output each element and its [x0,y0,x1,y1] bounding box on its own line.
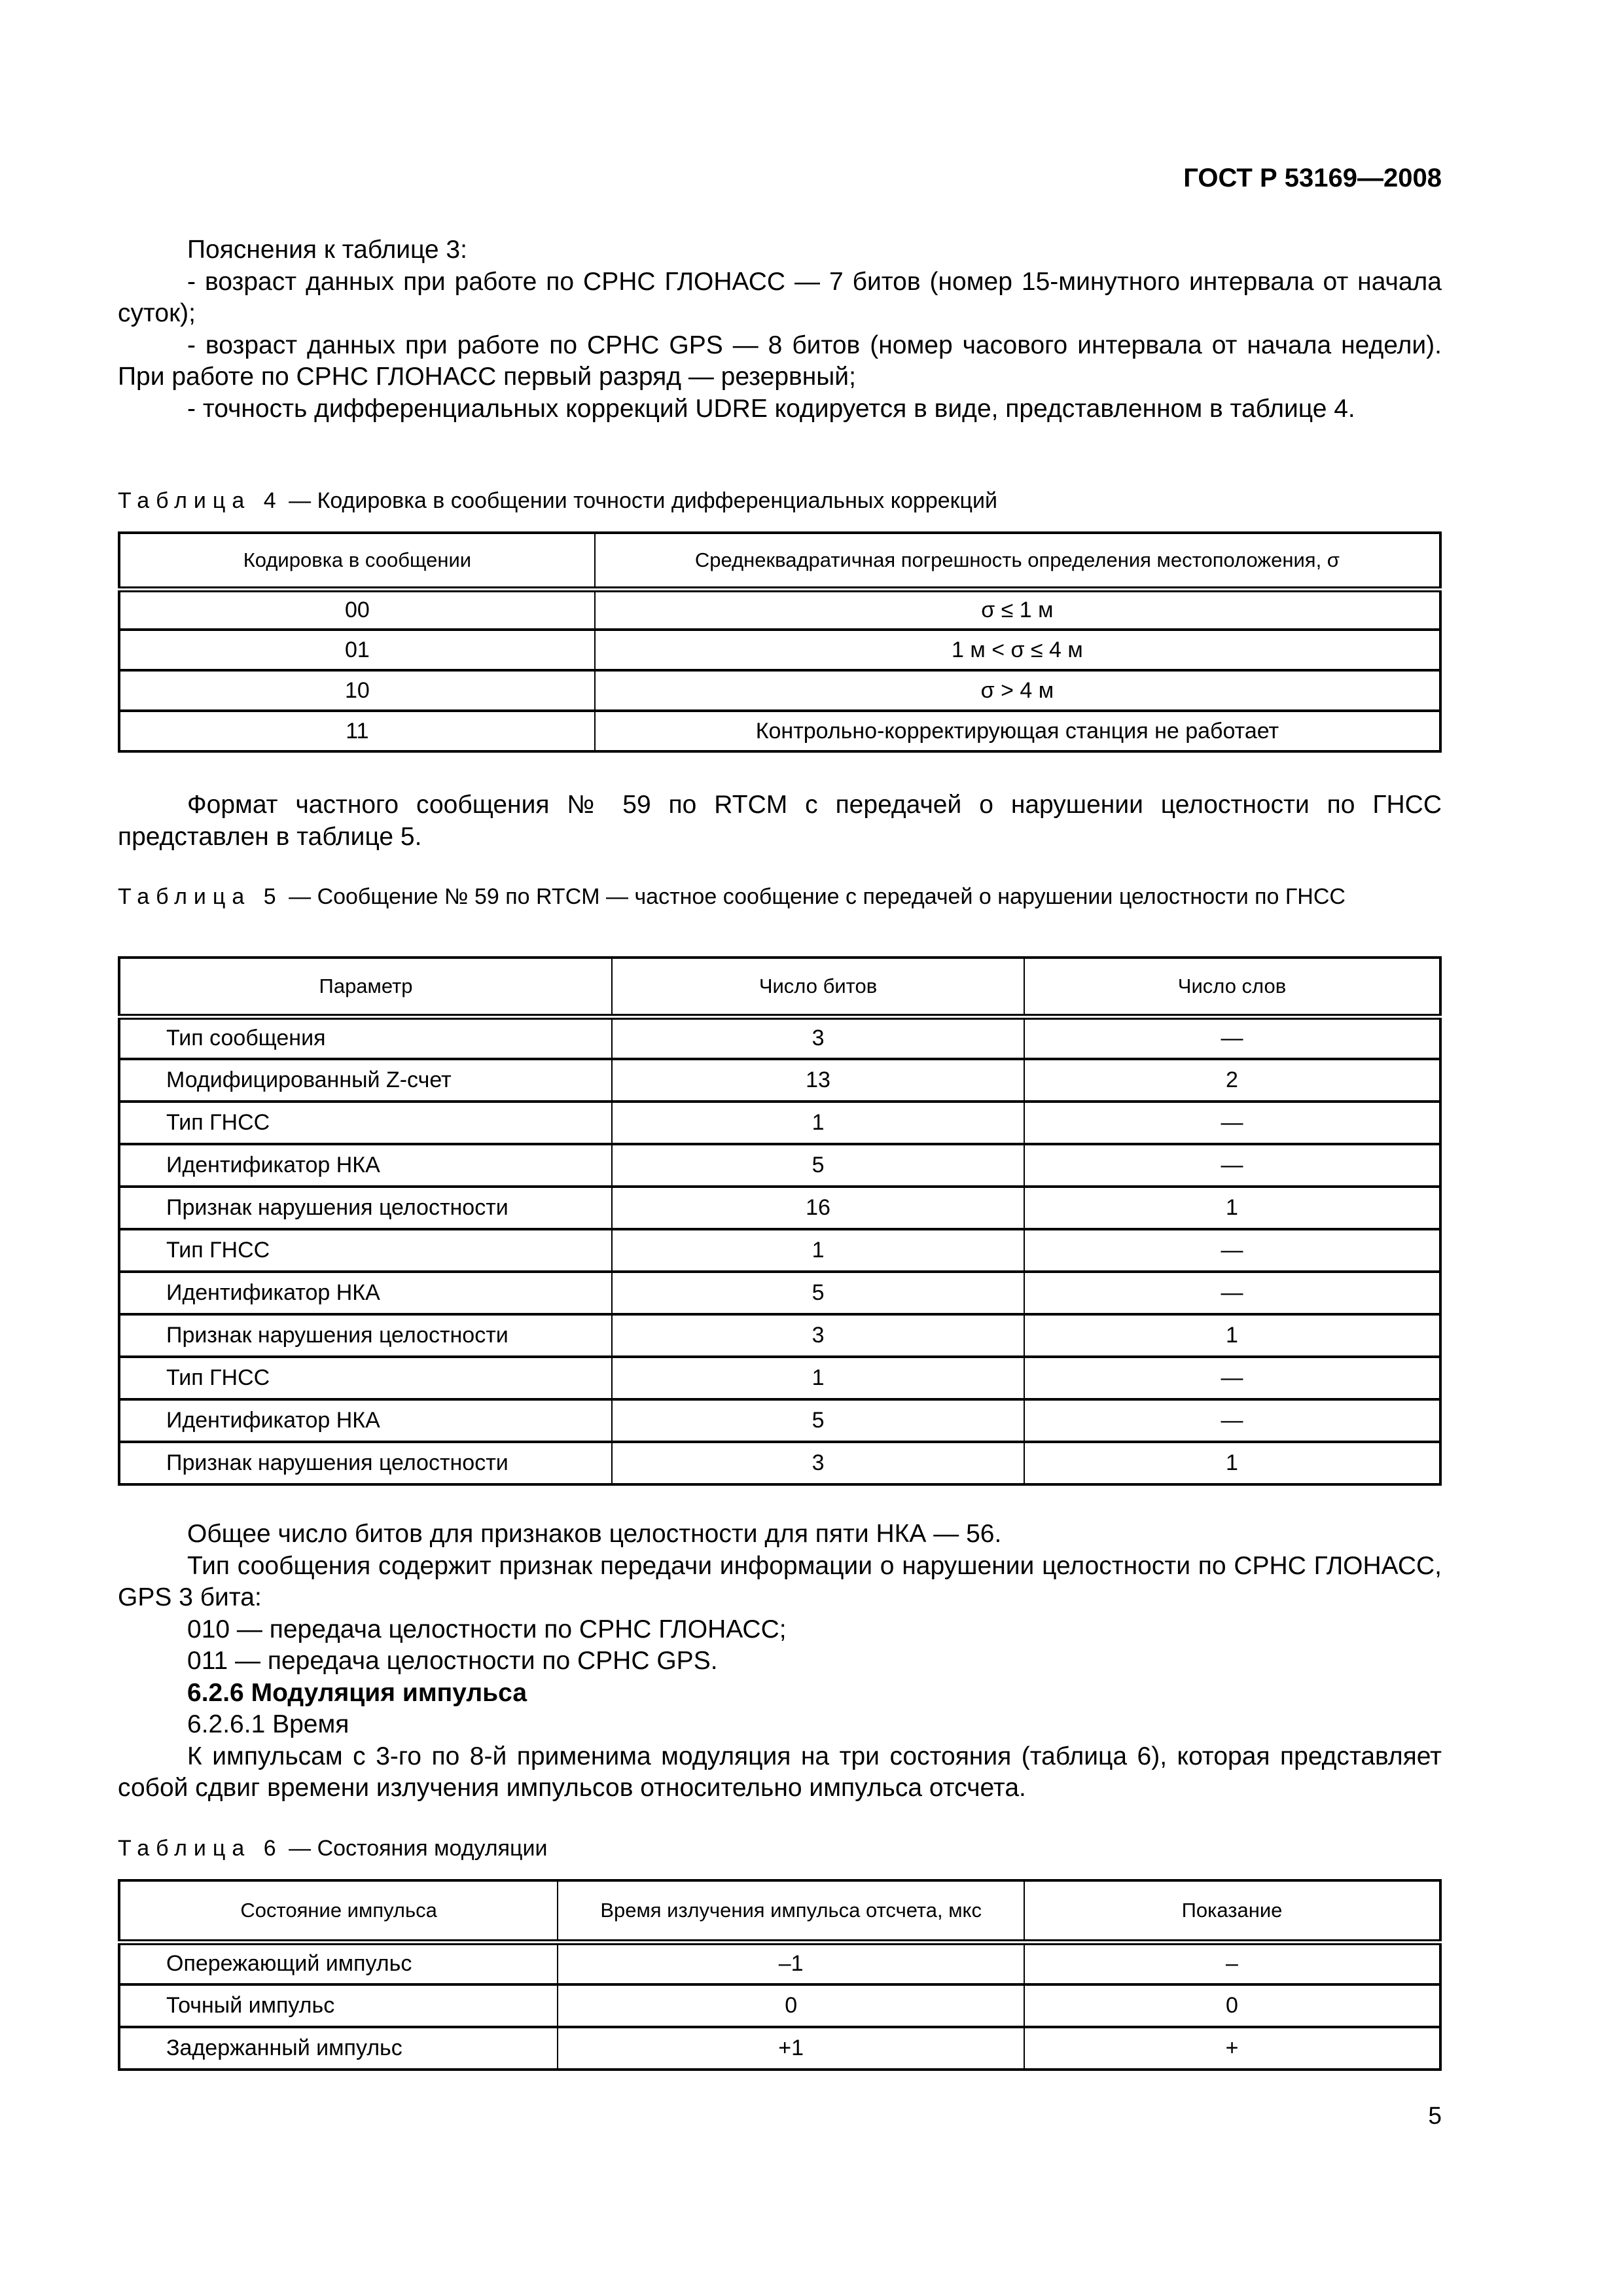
table-cell: 13 [612,1059,1024,1102]
table-header: Число битов [612,958,1024,1016]
table-cell: — [1024,1272,1440,1314]
paragraph-text: Тип сообщения содержит признак передачи информации о нарушении целостности по СРНС ГЛОНАСС, GPS 3 бита: [118,1551,1442,1611]
table-header: Время излучения импульса отсчета, мкс [558,1880,1024,1942]
paragraph [118,789,1442,853]
table-cell: 1 [612,1229,1024,1272]
caption-prefix: Таблица 5 [118,884,283,909]
table-cell: Признак нарушения целостности [119,1442,612,1484]
table-cell: Опережающий импульс [119,1942,558,1984]
table-row [119,1059,1440,1102]
table-row [119,1984,1440,2027]
table-header: Параметр [119,958,612,1016]
section-heading: 6.2.6 Модуляция импульса [187,1678,527,1707]
table-cell: Идентификатор НКА [119,1272,612,1314]
caption-text: — Кодировка в сообщении точности дифференциальных коррекций [282,488,997,513]
table-cell: — [1024,1102,1440,1144]
table6 [118,1879,1442,2071]
table-row [119,2027,1440,2070]
table5 [118,956,1442,1486]
table-cell: 0 [1024,1984,1440,2027]
table-row [119,1229,1440,1272]
table-row [119,589,1440,630]
table-cell: Тип ГНСС [119,1102,612,1144]
table-row [119,1187,1440,1229]
table-row [119,1016,1440,1059]
table-row [119,1442,1440,1484]
table-cell: Идентификатор НКА [119,1399,612,1442]
table-cell: 1 [1024,1187,1440,1229]
table-cell: 3 [612,1314,1024,1357]
table-cell: 1 м < σ ≤ 4 м [595,630,1440,670]
document-header: ГОСТ Р 53169—2008 [1183,164,1442,192]
table-cell: 10 [119,670,595,711]
table-cell: 5 [612,1144,1024,1187]
table-cell: –1 [558,1942,1024,1984]
body-text [118,1518,1442,1804]
table-cell: Идентификатор НКА [119,1144,612,1187]
table-cell: 1 [612,1357,1024,1399]
table-header: Число слов [1024,958,1440,1016]
caption-text: — Состояния модуляции [282,1836,548,1861]
paragraph-text: Общее число битов для признаков целостности для пяти НКА — 56. [187,1520,1002,1548]
table-header: Состояние импульса [119,1880,558,1942]
table-cell: 01 [119,630,595,670]
table-cell: Тип сообщения [119,1016,612,1059]
table-cell: 2 [1024,1059,1440,1102]
paragraph-text: К импульсам с 3-го по 8-й применима модуляция на три состояния (таблица 6), которая представляет собой сдвиг времени излучения импульсов относительно импульса отсчета. [118,1742,1442,1802]
table-row [119,1272,1440,1314]
notes-title: Пояснения к таблице 3: [187,236,467,264]
table-cell: Модифицированный Z-счет [119,1059,612,1102]
table-cell: — [1024,1144,1440,1187]
table3-notes [118,234,1442,425]
table-row [119,1314,1440,1357]
table-header: Среднеквадратичная погрешность определения местоположения, σ [595,533,1440,589]
table-cell: Тип ГНСС [119,1357,612,1399]
paragraph-text: 011 — передача целостности по СРНС GPS. [187,1647,718,1675]
table-cell: 00 [119,589,595,630]
paragraph-text: 010 — передача целостности по СРНС ГЛОНАСС; [187,1615,787,1643]
table-row [119,1942,1440,1984]
table-cell: σ > 4 м [595,670,1440,711]
table-cell: Задержанный импульс [119,2027,558,2070]
table-cell: 1 [1024,1314,1440,1357]
table-cell: – [1024,1942,1440,1984]
table-cell: 3 [612,1016,1024,1059]
table-cell: 1 [1024,1442,1440,1484]
table-row [119,630,1440,670]
table-cell: Тип ГНСС [119,1229,612,1272]
table-cell: 5 [612,1272,1024,1314]
table-cell: 5 [612,1399,1024,1442]
table-cell: — [1024,1399,1440,1442]
subsection-heading: 6.2.6.1 Время [187,1710,349,1738]
table-cell: +1 [558,2027,1024,2070]
table-row [119,1399,1440,1442]
table-cell: 11 [119,711,595,751]
note-item: - возраст данных при работе по СРНС GPS — 8 битов (номер часового интервала от начала недели). При работе по СРНС ГЛОНАСС первый разряд — резервный; [118,331,1442,391]
table-row [119,1102,1440,1144]
table-cell: — [1024,1229,1440,1272]
table-cell: — [1024,1016,1440,1059]
table-cell: 0 [558,1984,1024,2027]
paragraph-text: Формат частного сообщения № 59 по RTCM с передачей о нарушении целостности по ГНСС представлен в таблице 5. [118,791,1442,851]
table-row [119,711,1440,751]
caption-text: — Сообщение № 59 по RTCM — частное сообщение с передачей о нарушении целостности по ГНСС [282,884,1346,909]
table-cell: 3 [612,1442,1024,1484]
table6-caption [118,1834,1442,1863]
table-row [119,670,1440,711]
caption-prefix: Таблица 4 [118,488,283,513]
table-cell: 16 [612,1187,1024,1229]
table-cell: 1 [612,1102,1024,1144]
table-cell: Точный импульс [119,1984,558,2027]
table-cell: Признак нарушения целостности [119,1187,612,1229]
table-row [119,1144,1440,1187]
table4-caption [118,486,1442,515]
note-item: - точность дифференциальных коррекций UDRE кодируется в виде, представленном в таблице 4. [187,394,1355,423]
page-number: 5 [1428,2102,1442,2129]
table-cell: Признак нарушения целостности [119,1314,612,1357]
table5-caption [118,882,1442,911]
caption-prefix: Таблица 6 [118,1836,283,1861]
table-header: Показание [1024,1880,1440,1942]
note-item: - возраст данных при работе по СРНС ГЛОНАСС — 7 битов (номер 15-минутного интервала от начала суток); [118,267,1442,327]
table-header: Кодировка в сообщении [119,533,595,589]
table4 [118,531,1442,753]
table-cell: — [1024,1357,1440,1399]
table-cell: + [1024,2027,1440,2070]
table-row [119,1357,1440,1399]
table-cell: Контрольно-корректирующая станция не работает [595,711,1440,751]
table-cell: σ ≤ 1 м [595,589,1440,630]
